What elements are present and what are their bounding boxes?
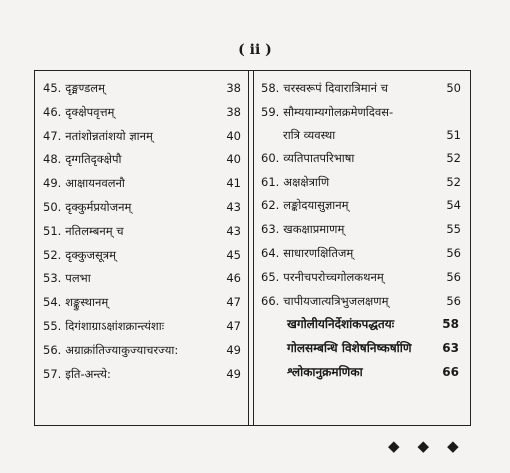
- entry-page: 52: [446, 150, 461, 165]
- entry-page: 49: [226, 342, 241, 357]
- entry-title: खकक्षाप्रमाणम्: [283, 222, 345, 237]
- entry-title: दृक्कुजसूत्रम्: [65, 247, 117, 262]
- entry-page: 50: [446, 81, 461, 95]
- entry-page: 54: [446, 198, 461, 213]
- entry-number: 45.: [43, 81, 62, 95]
- entry-number: 58.: [261, 81, 280, 95]
- entry-number: 47.: [43, 128, 62, 143]
- entry-number: 50.: [43, 199, 62, 214]
- toc-entry: [43, 172, 243, 196]
- entry-number: 64.: [261, 245, 280, 260]
- entry-number: 60.: [261, 150, 280, 165]
- entry-page: 40: [226, 152, 241, 167]
- toc-entry: [261, 266, 463, 290]
- page-number: ( ii ): [238, 42, 272, 58]
- entry-title: दृक्कुर्मप्रयोजनम्: [65, 199, 132, 214]
- entry-number: 63.: [261, 222, 280, 237]
- toc-entry: [261, 218, 463, 242]
- entry-number: 66.: [261, 293, 280, 308]
- column-divider: [253, 71, 254, 425]
- entry-title: आक्षायनवलनौ: [65, 176, 125, 191]
- entry-title: चापीयजात्यत्रिभुजलक्षणम्: [283, 293, 389, 308]
- entry-number: 48.: [43, 152, 62, 167]
- diamond-ornament-icon: ◆◆◆: [388, 437, 477, 455]
- entry-title: अग्राक्रांतिज्याकुज्याचरज्या:: [65, 342, 179, 357]
- entry-title: श्लोकानुक्रमणिका: [287, 364, 363, 379]
- toc-entry: [261, 171, 463, 195]
- entry-page: 47: [226, 295, 241, 310]
- toc-entry: [43, 339, 243, 363]
- entry-page: 58: [442, 317, 459, 332]
- entry-title: रात्रि व्यवस्था: [283, 127, 336, 142]
- toc-entry: [261, 147, 463, 171]
- toc-entry: [261, 194, 463, 218]
- toc-entry: [43, 101, 243, 125]
- entry-page: 56: [446, 293, 461, 308]
- entry-title: खगोलीयनिर्देशांकपद्धतयः: [287, 317, 395, 332]
- entry-number: 53.: [43, 271, 62, 286]
- entry-page: 47: [226, 318, 241, 333]
- entry-page: 51: [446, 127, 461, 142]
- entry-title: लङ्कोदयासुज्ञानम्: [283, 198, 349, 213]
- toc-left-column: [43, 77, 243, 386]
- entry-number: 62.: [261, 198, 280, 213]
- toc-entry: [43, 244, 243, 268]
- entry-title: सौम्ययाम्यगोलक्रमेणदिवस-: [283, 104, 394, 119]
- entry-page: 38: [226, 81, 241, 95]
- entry-page: 56: [446, 269, 461, 284]
- entry-page: 43: [226, 223, 241, 238]
- entry-page: 56: [446, 245, 461, 260]
- toc-entry: [43, 363, 243, 387]
- entry-title: इति-अन्त्ये:: [65, 366, 111, 381]
- entry-number: 51.: [43, 223, 62, 238]
- entry-page: 45: [226, 247, 241, 262]
- entry-title: शङ्कुस्थानम्: [65, 295, 109, 310]
- toc-entry: [43, 196, 243, 220]
- toc-appendix-entry: [261, 361, 463, 385]
- entry-title: गोलसम्बन्धि विशेषनिष्कर्षाणि: [287, 341, 412, 356]
- toc-appendix-entry: [261, 313, 463, 337]
- entry-number: 49.: [43, 176, 62, 191]
- toc-entry: [43, 125, 243, 149]
- entry-title: दृक्क्षेपवृत्तम्: [65, 104, 115, 119]
- entry-title: परनीचपरोच्चगोलकथनम्: [283, 269, 384, 284]
- toc-entry: [43, 315, 243, 339]
- column-divider: [248, 71, 249, 425]
- toc-entry: [43, 148, 243, 172]
- toc-appendix-entry: [261, 337, 463, 361]
- entry-page: 49: [226, 366, 241, 381]
- toc-right-column: [261, 77, 463, 385]
- entry-number: 54.: [43, 295, 62, 310]
- entry-page: 55: [446, 222, 461, 237]
- toc-entry: [43, 77, 243, 101]
- entry-number: 65.: [261, 269, 280, 284]
- toc-entry: [261, 77, 463, 101]
- entry-number: 56.: [43, 342, 62, 357]
- entry-title: दृग्गतिदृक्क्षेपौ: [65, 152, 122, 167]
- table-of-contents: [34, 70, 471, 426]
- entry-page: 41: [226, 176, 241, 191]
- toc-entry: [43, 267, 243, 291]
- entry-page: 38: [226, 104, 241, 119]
- entry-number: 59.: [261, 104, 280, 119]
- entry-title: साधारणक्षितिजम्: [283, 245, 354, 260]
- entry-number: 46.: [43, 104, 62, 119]
- entry-page: 43: [226, 199, 241, 214]
- entry-page: 40: [226, 128, 241, 143]
- entry-title: दृङ्मण्डलम्: [65, 81, 105, 95]
- entry-title: नतांशोन्नतांशयो ज्ञानम्: [65, 128, 153, 143]
- toc-entry-continuation: [261, 123, 463, 147]
- entry-title: दिगंशाग्राऽक्षांशक्रान्त्यंशाः: [65, 318, 165, 333]
- entry-number: 57.: [43, 366, 62, 381]
- entry-title: अक्षक्षेत्राणि: [283, 174, 330, 189]
- entry-page: 63: [442, 341, 459, 356]
- toc-entry: [43, 291, 243, 315]
- entry-title: व्यतिपातपरिभाषा: [283, 150, 355, 165]
- toc-entry: [261, 290, 463, 314]
- entry-page: 66: [442, 364, 459, 379]
- toc-entry: [261, 101, 463, 123]
- entry-title: चरस्वरूपं दिवारात्रिमानं च: [283, 81, 388, 95]
- entry-page: 46: [226, 271, 241, 286]
- entry-title: पलभा: [65, 271, 91, 286]
- toc-entry: [43, 220, 243, 244]
- entry-title: नतिलम्बनम् च: [65, 223, 124, 238]
- toc-entry: [261, 242, 463, 266]
- entry-number: 52.: [43, 247, 62, 262]
- entry-page: 52: [446, 174, 461, 189]
- entry-number: 55.: [43, 318, 62, 333]
- entry-number: 61.: [261, 174, 280, 189]
